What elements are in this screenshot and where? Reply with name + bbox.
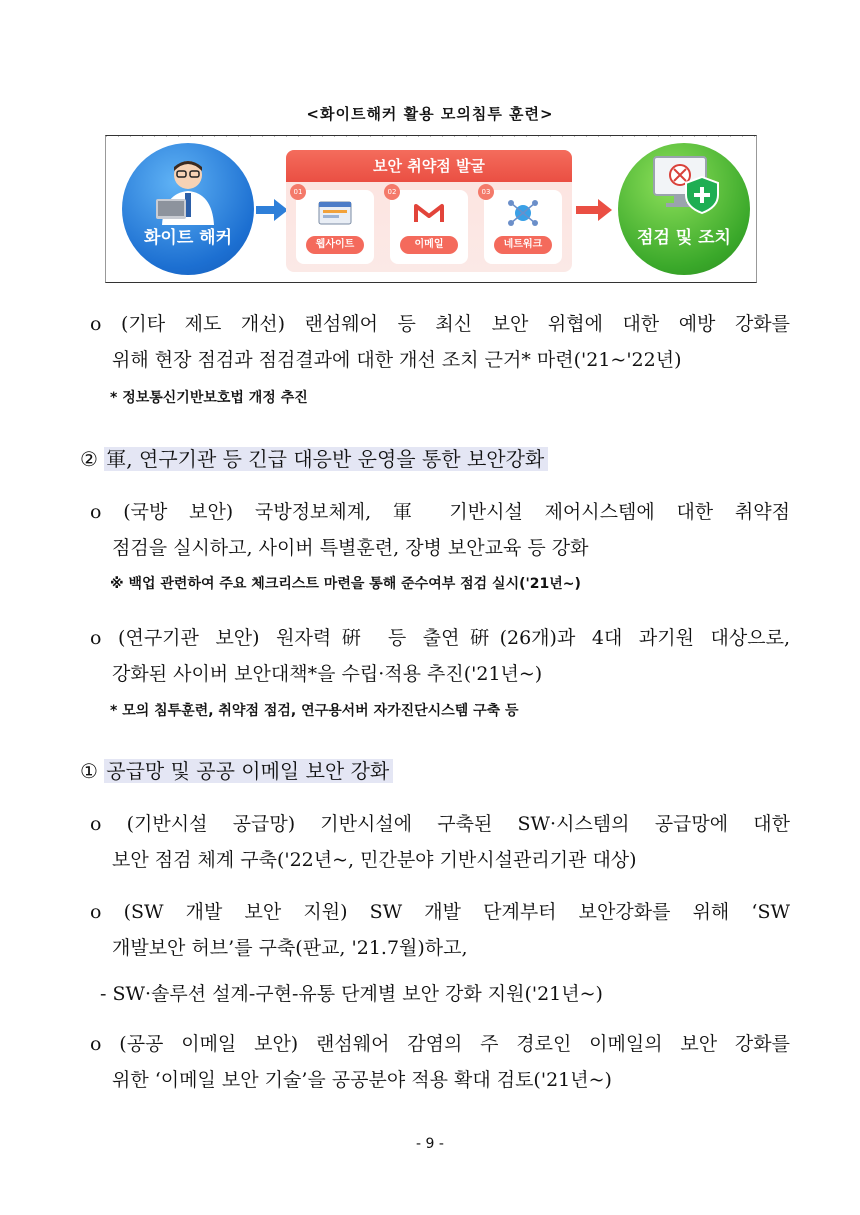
paragraph-line: (공공 이메일 보안) 랜섬웨어 감염의 주 경로인 이메일의 보안 강화를 <box>119 1033 790 1055</box>
arrow-right-icon <box>576 199 612 221</box>
item-number: 03 <box>478 184 494 200</box>
paragraph-defense-security <box>90 494 790 566</box>
website-icon <box>318 198 352 228</box>
white-hacker-circle <box>122 143 254 275</box>
figure-caption: <화이트해커 활용 모의침투 훈련> <box>306 105 554 123</box>
white-hacker-label: 화이트 해커 <box>143 228 233 248</box>
monitor-shield-icon <box>648 153 722 217</box>
section-marker: ① <box>80 759 98 783</box>
paragraph-line: (기타 제도 개선) 랜섬웨어 등 최신 보안 위협에 대한 예방 강화를 <box>121 313 791 335</box>
inspection-label: 점검 및 조치 <box>637 228 731 248</box>
paragraph-supply-chain <box>90 806 790 878</box>
network-icon <box>506 198 540 228</box>
paragraph-line: 보안 점검 체계 구축('22년~, 민간분야 기반시설관리기관 대상) <box>112 849 637 871</box>
bullet: o <box>90 627 102 649</box>
vulnerability-panel <box>286 150 572 272</box>
footnote: * 모의 침투훈련, 취약점 점검, 연구용서버 자가진단시스템 구축 등 <box>110 703 519 719</box>
section-marker: ② <box>80 447 98 471</box>
panel-title: 보안 취약점 발굴 <box>286 150 572 182</box>
page-number: - 9 - <box>416 1136 444 1152</box>
paragraph-line: 위한 ‘이메일 보안 기술’을 공공분야 적용 확대 검토('21년~) <box>112 1069 612 1091</box>
paragraph-email-security <box>90 1026 790 1098</box>
arrow-right-icon <box>256 199 288 221</box>
section-heading <box>80 756 393 786</box>
footnote: * 정보통신기반보호법 개정 추진 <box>110 390 308 406</box>
bullet: o <box>90 1033 102 1055</box>
paragraph-line: 강화된 사이버 보안대책*을 수립·적용 추진('21년~) <box>112 663 543 685</box>
item-number: 02 <box>384 184 400 200</box>
inspection-circle <box>618 143 750 275</box>
bullet: o <box>90 813 102 835</box>
item-network <box>481 188 562 264</box>
bullet: o <box>90 901 102 923</box>
sub-item: - SW·솔루션 설계-구현-유통 단계별 보안 강화 지원('21년~) <box>100 983 603 1005</box>
mock-penetration-diagram <box>105 135 757 283</box>
item-email <box>387 188 468 264</box>
item-label: 네트워크 <box>494 236 552 254</box>
footnote: ※ 백업 관련하여 주요 체크리스트 마련을 통해 준수여부 점검 실시('21년~) <box>110 576 581 592</box>
bullet: o <box>90 501 102 523</box>
item-website <box>293 188 374 264</box>
hacker-person-icon <box>150 155 226 225</box>
section-title: 공급망 및 공공 이메일 보안 강화 <box>104 759 393 783</box>
paragraph-line: 개발보안 허브’를 구축(판교, '21.7월)하고, <box>112 937 468 959</box>
item-number: 01 <box>290 184 306 200</box>
paragraph-line: 점검을 실시하고, 사이버 특별훈련, 장병 보안교육 등 강화 <box>112 537 589 559</box>
gmail-icon <box>412 198 446 228</box>
item-label: 이메일 <box>400 236 458 254</box>
paragraph-line: (기반시설 공급망) 기반시설에 구축된 SW·시스템의 공급망에 대한 <box>126 813 790 835</box>
paragraph-line: (SW 개발 보안 지원) SW 개발 단계부터 보안강화를 위해 ‘SW <box>123 901 790 923</box>
item-label: 웹사이트 <box>306 236 364 254</box>
paragraph-line: 위해 현장 점검과 점검결과에 대한 개선 조치 근거* 마련('21~'22년) <box>112 349 682 371</box>
paragraph-line: (연구기관 보안) 원자력硏 등 출연硏(26개)과 4대 과기원 대상으로, <box>118 627 790 649</box>
paragraph-sw-security <box>90 894 790 966</box>
section-heading <box>80 444 548 474</box>
paragraph-line: (국방 보안) 국방정보체계, 軍 기반시설 제어시스템에 대한 취약점 <box>123 501 790 523</box>
section-title: 軍, 연구기관 등 긴급 대응반 운영을 통한 보안강화 <box>104 447 548 471</box>
paragraph-research-security <box>90 620 790 692</box>
bullet: o <box>90 313 102 335</box>
paragraph-other-systems <box>90 306 790 378</box>
